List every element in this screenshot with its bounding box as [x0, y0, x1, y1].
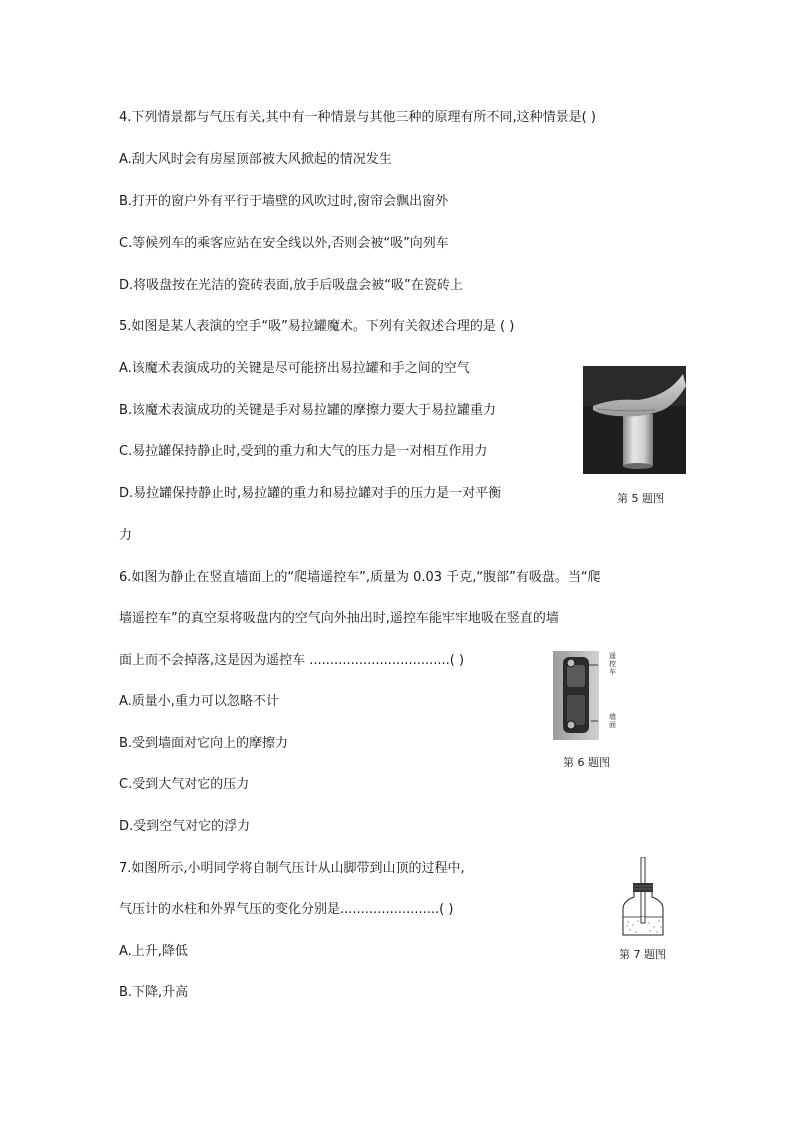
q6-figure-caption: 第 6 题图: [563, 756, 610, 769]
q5-option-c: C.易拉罐保持静止时,受到的重力和大气的压力是一对相互作用力: [119, 444, 488, 459]
q7-stem-line-2: 气压计的水柱和外界气压的变化分别是........................( ): [119, 902, 454, 917]
q6-stem-line-2: 墙遥控车”的真空泵将吸盘内的空气向外抽出时,遥控车能牢牢地吸在竖直的墙: [119, 611, 559, 626]
q7-figure-barometer: [619, 857, 667, 937]
q6-stem-line-1: 6.如图为静止在竖直墙面上的“爬墙遥控车”,质量为 0.03 千克,“腹部”有吸盘。当“爬: [119, 570, 601, 585]
q6-option-c: C.受到大气对它的压力: [119, 777, 250, 792]
q6-option-d: D.受到空气对它的浮力: [119, 819, 251, 834]
q5-option-d: D.易拉罐保持静止时,易拉罐的重力和易拉罐对手的压力是一对平衡: [119, 486, 502, 501]
q6-figure-wall-car: [553, 651, 599, 740]
q6-stem-line-3: 面上而不会掉落,这是因为遥控车 ..................................( ): [119, 653, 465, 668]
q7-stem-line-1: 7.如图所示,小明同学将自制气压计从山脚带到山顶的过程中,: [119, 861, 465, 876]
q5-option-b: B.该魔术表演成功的关键是手对易拉罐的摩擦力要大于易拉罐重力: [119, 403, 497, 418]
q5-stem: 5.如图是某人表演的空手“吸”易拉罐魔术。下列有关叙述合理的是 ( ): [119, 319, 515, 334]
q5-option-a: A.该魔术表演成功的关键是尽可能挤出易拉罐和手之间的空气: [119, 361, 470, 376]
q6-label-wall: 墙面: [609, 713, 616, 729]
q5-option-d-continued: 力: [119, 528, 133, 543]
q4-option-b: B.打开的窗户外有平行于墙壁的风吹过时,窗帘会飘出窗外: [119, 194, 449, 209]
q4-stem: 4.下列情景都与气压有关,其中有一种情景与其他三种的原理有所不同,这种情景是( ): [119, 110, 596, 125]
q7-option-a: A.上升,降低: [119, 944, 188, 959]
q6-option-b: B.受到墙面对它向上的摩擦力: [119, 736, 289, 751]
q6-option-a: A.质量小,重力可以忽略不计: [119, 694, 279, 709]
q4-option-c: C.等候列车的乘客应站在安全线以外,否则会被“吸”向列车: [119, 236, 449, 251]
q7-option-b: B.下降,升高: [119, 985, 189, 1000]
q4-option-d: D.将吸盘按在光洁的瓷砖表面,放手后吸盘会被“吸”在瓷砖上: [119, 278, 463, 293]
q7-figure-caption: 第 7 题图: [619, 948, 666, 961]
q5-figure-caption: 第 5 题图: [617, 492, 664, 505]
q5-figure-hand-can: [583, 366, 686, 474]
q4-option-a: A.刮大风时会有房屋顶部被大风掀起的情况发生: [119, 152, 392, 167]
q6-label-car: 遥控车: [609, 652, 616, 676]
